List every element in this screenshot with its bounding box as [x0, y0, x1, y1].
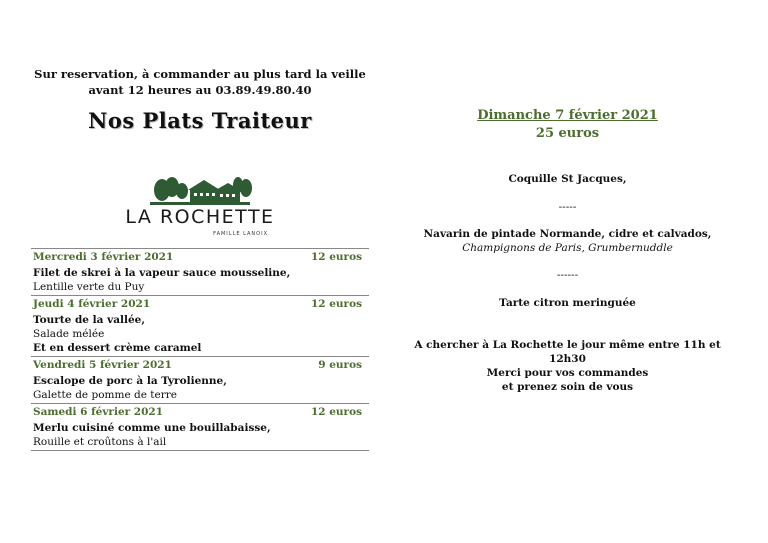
- thanks-line-1: Merci pour vos commandes: [486, 367, 649, 379]
- dish-side: Galette de pomme de terre: [33, 389, 177, 401]
- reservation-note: [30, 66, 370, 98]
- sunday-price: 25 euros: [535, 126, 600, 141]
- reservation-line-1: Sur reservation, à commander au plus tard la veille: [34, 67, 366, 81]
- menu-day: [31, 404, 369, 451]
- menu-day-price: 12 euros: [310, 406, 362, 418]
- page-title: Nos Plats Traiteur: [88, 108, 312, 133]
- sunday-date: Dimanche 7 février 2021: [477, 108, 658, 123]
- dish-side: Lentille verte du Puy: [33, 281, 145, 293]
- dish-dessert: Et en dessert crème caramel: [33, 342, 202, 354]
- menu-day-date: Jeudi 4 février 2021: [33, 298, 151, 310]
- thanks-line-2: et prenez soin de vous: [501, 381, 634, 393]
- la-rochette-logo: [110, 176, 290, 244]
- dish-main: Tourte de la vallée,: [33, 314, 145, 326]
- sunday-main: Navarin de pintade Normande, cidre et calvados,: [423, 228, 712, 240]
- separator: -----: [558, 201, 577, 213]
- menu-day: [31, 249, 369, 296]
- logo-subtitle: FAMILLE LANOIX: [213, 231, 268, 237]
- sunday-dessert: Tarte citron meringuée: [499, 297, 636, 309]
- weekly-menu: [31, 248, 369, 451]
- dish-main: Escalope de porc à la Tyrolienne,: [33, 375, 227, 387]
- menu-day-price: 9 euros: [318, 359, 362, 371]
- dish-side: Rouille et croûtons à l'ail: [33, 436, 167, 448]
- sunday-main-side: Champignons de Paris, Grumbernuddle: [462, 242, 673, 254]
- sunday-starter: Coquille St Jacques,: [508, 173, 627, 185]
- pickup-note: A chercher à La Rochette le jour même entre 11h et 12h30: [414, 339, 721, 365]
- logo-name: LA ROCHETTE: [125, 206, 275, 228]
- farmhouse-trees-illustration-icon: [110, 176, 290, 208]
- menu-day-date: Mercredi 3 février 2021: [33, 251, 174, 263]
- reservation-line-2: avant 12 heures au 03.89.49.80.40: [88, 83, 312, 97]
- menu-day: [31, 296, 369, 357]
- dish-main: Filet de skrei à la vapeur sauce mousseline,: [33, 267, 291, 279]
- menu-day-date: Vendredi 5 février 2021: [33, 359, 172, 371]
- dish-main: Merlu cuisiné comme une bouillabaisse,: [33, 422, 271, 434]
- menu-day: [31, 357, 369, 404]
- separator: ------: [556, 269, 579, 281]
- menu-day-price: 12 euros: [310, 251, 362, 263]
- dish-side: Salade mélée: [33, 328, 105, 340]
- menu-day-date: Samedi 6 février 2021: [33, 406, 164, 418]
- menu-day-price: 12 euros: [310, 298, 362, 310]
